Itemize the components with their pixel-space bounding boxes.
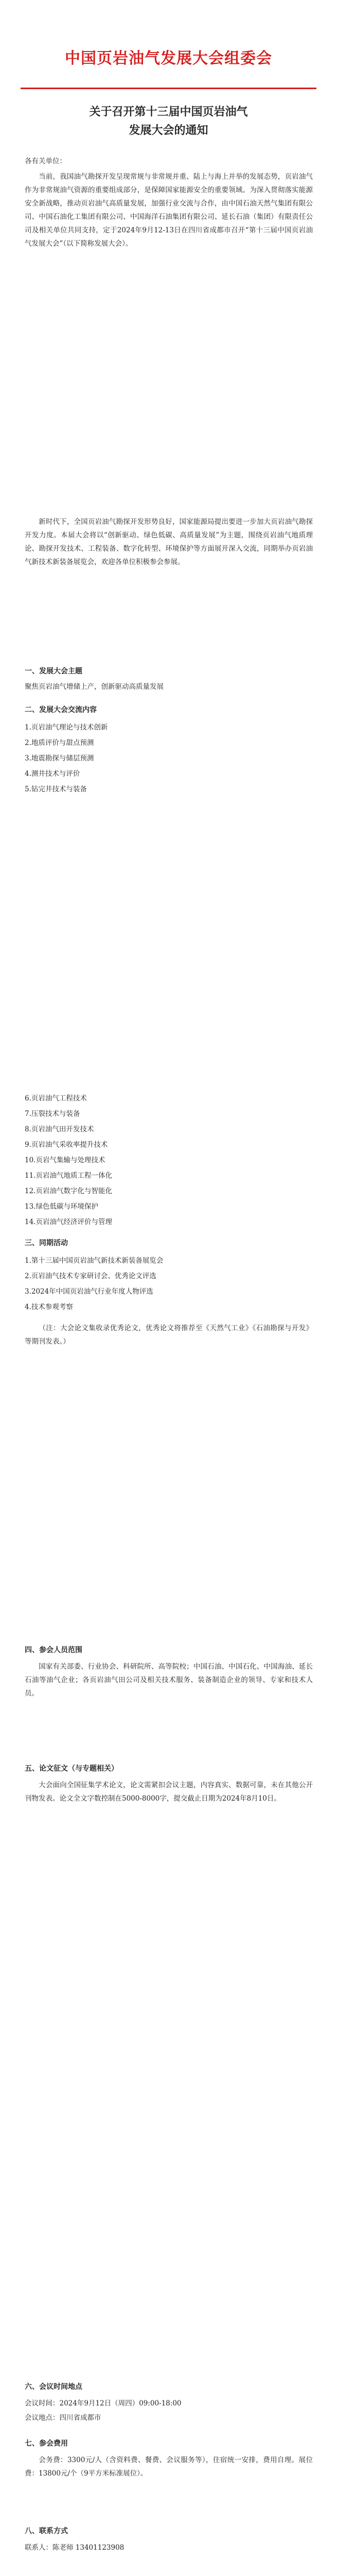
topic-item: 10.页岩气集输与处理技术	[25, 1156, 105, 1164]
topic-item: 11.页岩油气地质工程一体化	[25, 1172, 112, 1180]
topic-item: 7.压裂技术与装备	[25, 1110, 80, 1118]
topic-item: 5.钻完井技术与装备	[25, 785, 87, 793]
note-text: （注：大会论文集收录优秀论文，优秀论文将推荐至《天然气工业》《石油勘探与开发》等期刊发表。）	[25, 1324, 313, 1346]
section-7-heading: 七、参会费用	[25, 2439, 68, 2448]
note-paragraph	[25, 1321, 313, 1348]
topic-item: 2.地质评价与甜点预测	[25, 739, 94, 747]
section-4-body: 国家有关部委、行业协会、科研院所、高等院校；中国石油、中国石化、中国海油、延长石油等油气企业；各页岩油气田公司及相关技术服务、装备制造企业的领导、专家和技术人员。	[25, 1663, 313, 1698]
topic-item: 4.测井技术与评价	[25, 770, 80, 778]
topic-item: 13.绿色低碳与环境保护	[25, 1202, 98, 1211]
activity-item: 4.技术参观考察	[25, 1303, 73, 1311]
topic-item: 1.页岩油气理论与技术创新	[25, 723, 108, 732]
activity-item: 1.第十三届中国页岩油气新技术新装备展览会	[25, 1257, 164, 1265]
meeting-time: 会议时间：2024年9月12日（周四）09:00-18:00	[25, 2399, 182, 2408]
salutation: 各有关单位：	[25, 157, 66, 165]
contact-person: 联系人：陈老师 13401123908	[25, 2544, 125, 2552]
title-line-2: 发展大会的通知	[129, 124, 208, 137]
section-4-heading: 四、参会人员范围	[25, 1646, 82, 1654]
topic-item: 3.地震勘探与储层预测	[25, 754, 94, 762]
topic-item: 8.页岩油气田开发技术	[25, 1125, 94, 1133]
topic-item: 12.页岩油气数字化与智能化	[25, 1187, 112, 1195]
topic-item: 9.页岩油气采收率提升技术	[25, 1141, 108, 1149]
topic-item: 14.页岩油气经济评价与管理	[25, 1218, 112, 1226]
section-5-heading: 五、论文征文（与专题相关）	[25, 1765, 118, 1773]
section-8-heading: 八、联系方式	[25, 2527, 68, 2535]
section-7-text	[25, 2453, 313, 2480]
intro-paragraph-2	[25, 515, 313, 569]
topic-item: 6.页岩油气工程技术	[25, 1094, 87, 1103]
section-7-body: 会务费：3300元/人（含资料费、餐费、会议服务等），住宿统一安排，费用自理。展位费：13800元/个（9平方米标准展位）。	[25, 2456, 313, 2478]
masthead: 中国页岩油气发展大会组委会	[65, 49, 272, 67]
activity-item: 3.2024年中国页岩油气行业年度人物评选	[25, 1287, 153, 1296]
activity-item: 2.页岩油气技术专家研讨会、优秀论文评选	[25, 1272, 156, 1280]
intro-text-1: 当前，我国油气勘探开发呈现常规与非常规并重、陆上与海上并举的发展态势，页岩油气作为非常规油气资源的重要组成部分，是保障国家能源安全的重要领域。为深入贯彻落实能源安全新战略，推动页岩油气高质量发展，加强行业交流与合作，由中国石油天然气集团有限公司、中国石油化工集团有限公司、中国海洋石油集团有限公司、延长石油（集团）有限责任公司及相关单位共同支持，定于2024年9月12-13日在四川省成都市召开“第十三届中国页岩油气发展大会”（以下简称发展大会）。	[25, 173, 313, 248]
section-1-text: 聚焦页岩油气增储上产，创新驱动高质量发展	[25, 683, 164, 691]
document-title	[31, 103, 306, 140]
section-5-body: 大会面向全国征集学术论文，论文需紧扣会议主题，内容真实、数据可靠，未在其他公开刊物发表。论文全文字数控制在5000-8000字，提交截止日期为2024年8月10日。	[25, 1781, 313, 1803]
section-5-text	[25, 1778, 313, 1805]
red-divider	[21, 88, 316, 89]
section-4-text	[25, 1660, 313, 1700]
section-3-heading: 三、同期活动	[25, 1239, 68, 1247]
section-2-heading: 二、发展大会交流内容	[25, 706, 97, 714]
title-line-1: 关于召开第十三届中国页岩油气	[89, 106, 248, 118]
section-1-heading: 一、发展大会主题	[25, 667, 82, 675]
section-6-heading: 六、会议时间地点	[25, 2383, 82, 2391]
meeting-place: 会议地点：四川省成都市	[25, 2414, 101, 2422]
intro-text-2: 新时代下，全国页岩油气勘探开发形势良好，国家能源局提出要进一步加大页岩油气勘探开发力度。本届大会将以“创新驱动、绿色低碳、高质量发展”为主题，围绕页岩油气地质理论、勘探开发技术、工程装备、数字化转型、环境保护等方面展开深入交流，同期举办页岩油气新技术新装备展览会，欢迎各单位积极参会参展。	[25, 518, 313, 566]
intro-paragraph-1	[25, 170, 313, 250]
